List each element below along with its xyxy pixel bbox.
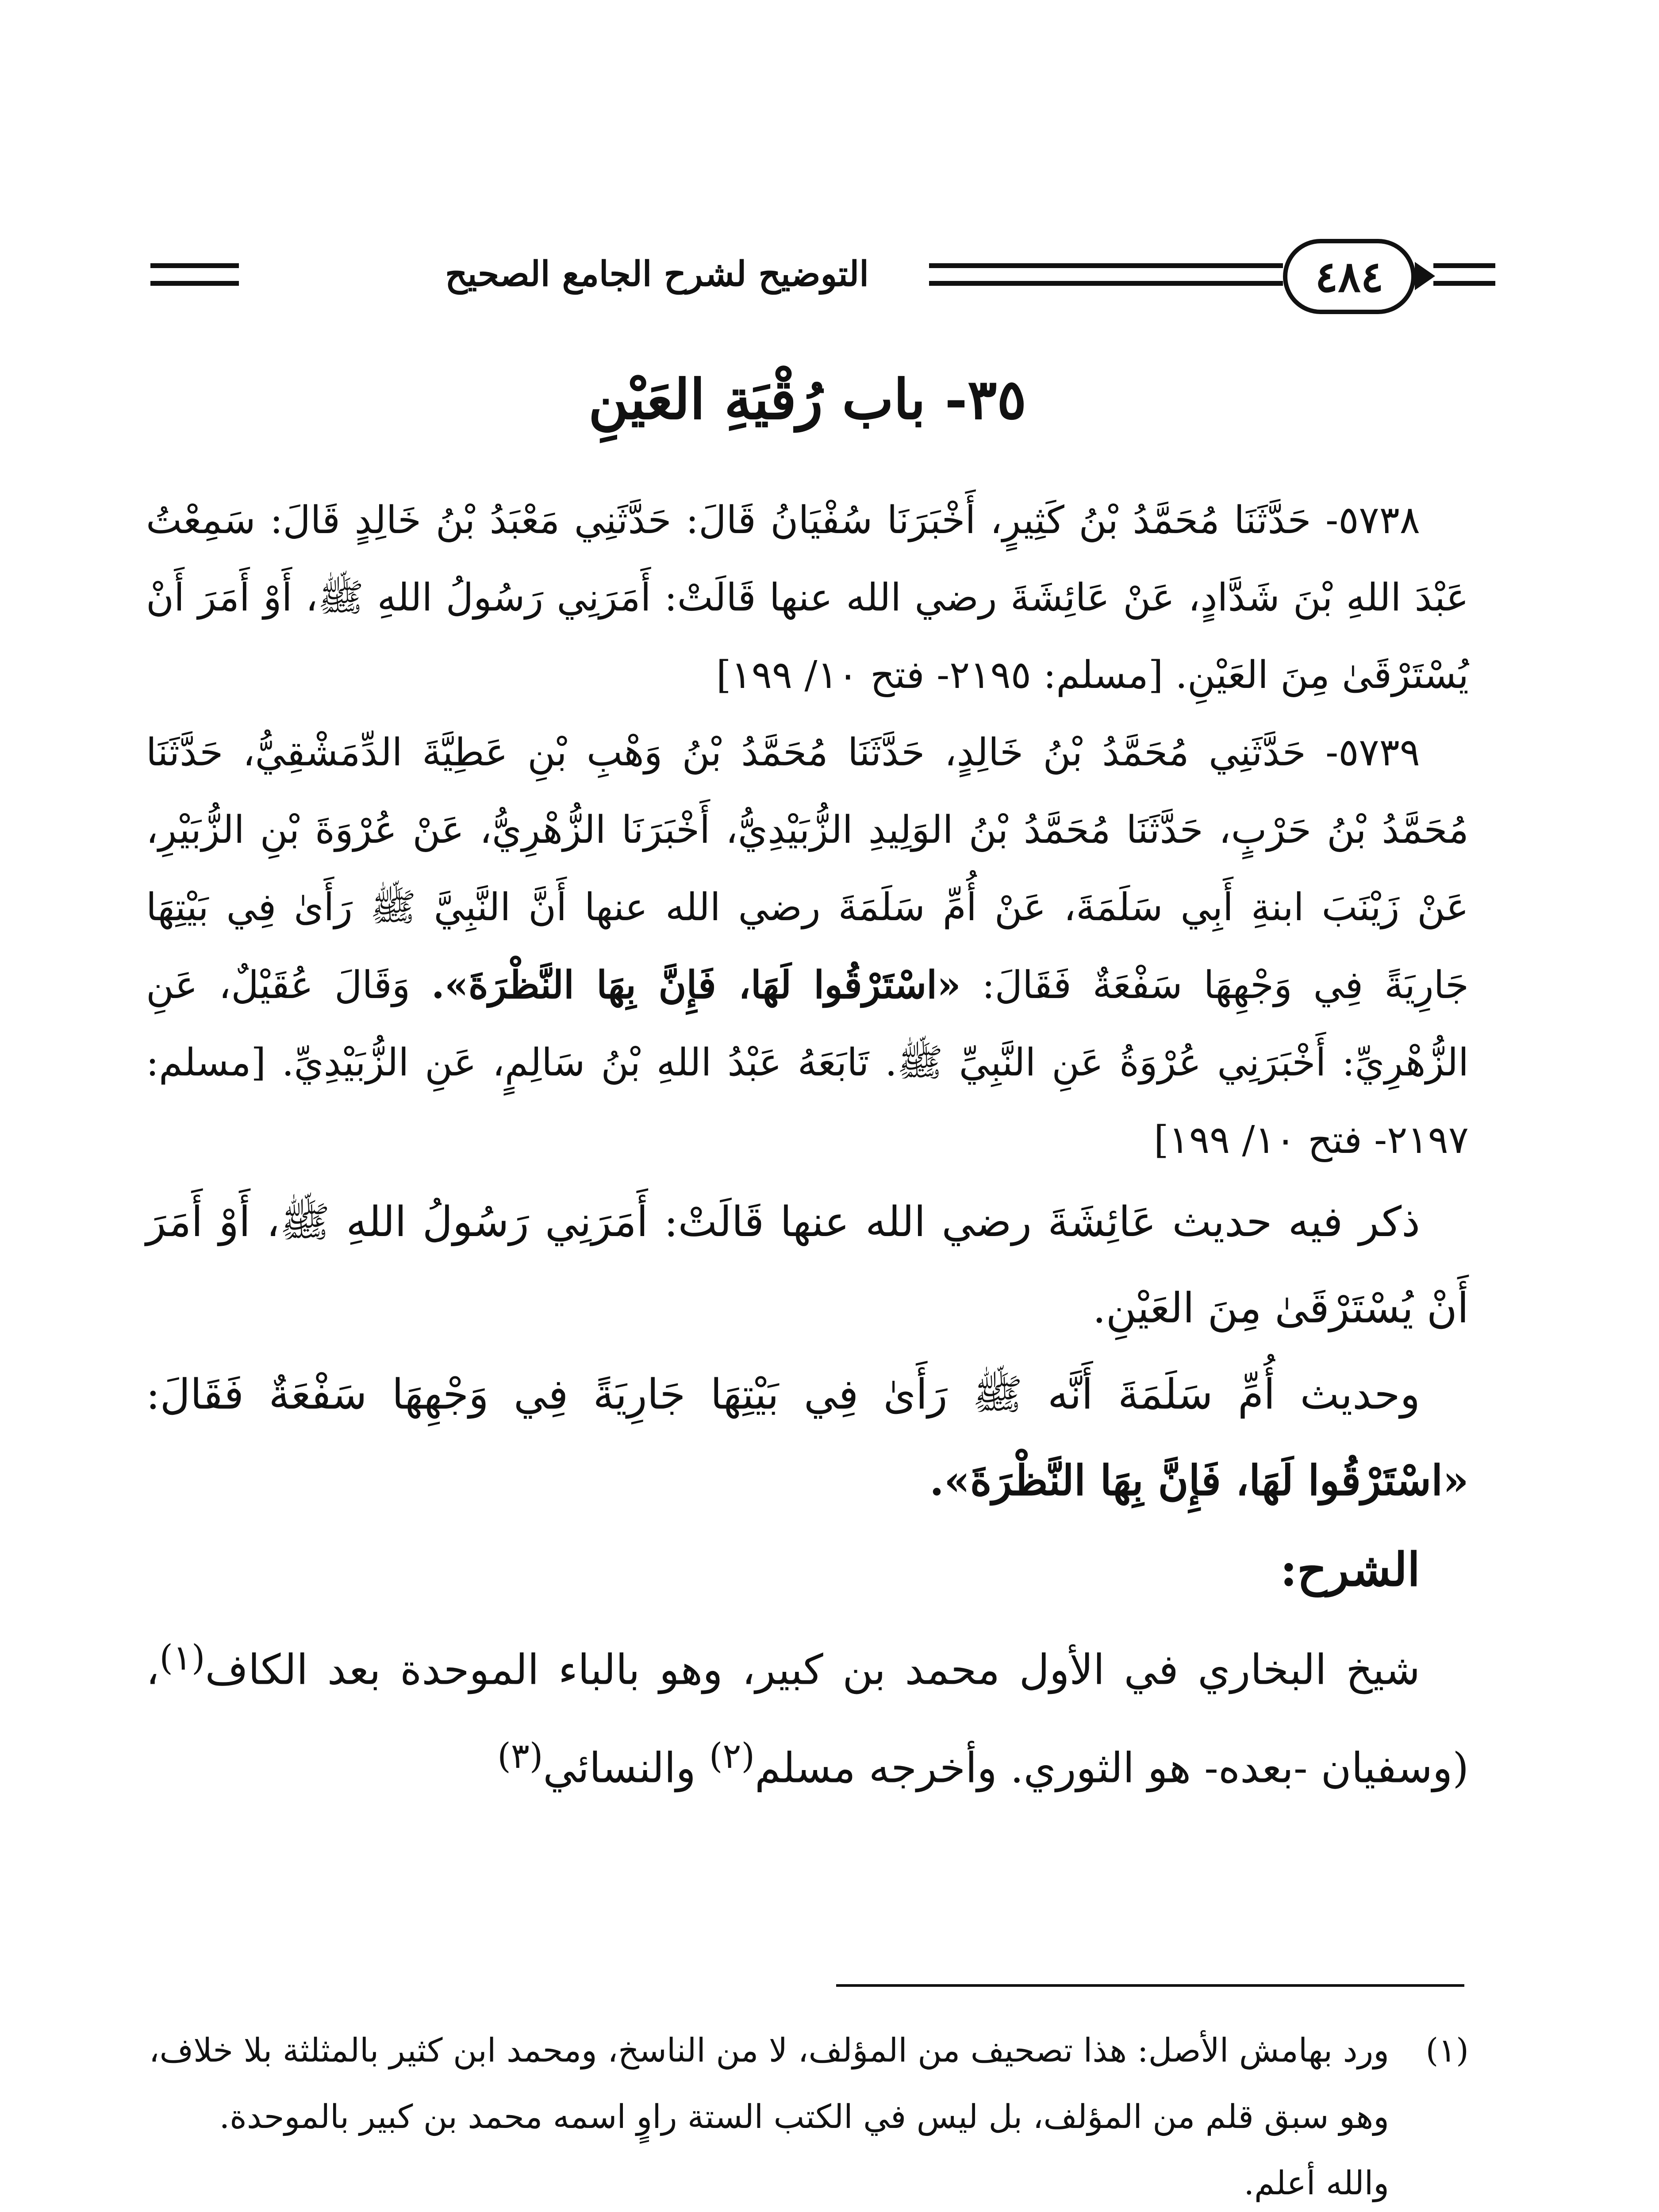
header-rule-right <box>1433 281 1495 286</box>
commentary-text: وحديث أُمِّ سَلَمَةَ أَنَّه ﷺ رَأَىٰ فِي بَيْتِهَا جَارِيَةً فِي وَجْهِهَا سَفْعَةٌ فَقَالَ: <box>146 1370 1420 1419</box>
hadith-5739-quote: «اسْتَرْقُوا لَهَا، فَإِنَّ بِهَا النَّظْرَةَ». <box>431 962 961 1007</box>
badge-arrow-icon <box>1415 262 1435 290</box>
footnote-ref-1[interactable]: (١) <box>159 1637 205 1678</box>
hadith-5739 <box>146 714 1469 1179</box>
commentary-text: شيخ البخاري في الأول محمد بن كبير، وهو بالباء الموحدة بعد الكاف <box>205 1646 1420 1694</box>
commentary-paragraph-3 <box>146 1615 1469 1812</box>
footnote-text: ورد بهامش الأصل: هذا تصحيف من المؤلف، لا من الناسخ، ومحمد ابن كثير بالمثلثة بلا خلاف، وهو سبق قلم من المؤلف، بل ليس في الكتب الستة راوٍ اسمه محمد بن كبير بالموحدة. والله أعلم. <box>149 2032 1389 2202</box>
header-rule-middle <box>929 263 1283 268</box>
chapter-title: ٣٥- باب رُقْيَةِ العَيْنِ <box>588 368 1027 432</box>
commentary-paragraph-1 <box>146 1179 1469 1352</box>
hadith-5738-text: ٥٧٣٨- حَدَّثَنَا مُحَمَّدُ بْنُ كَثِيرٍ، أَخْبَرَنَا سُفْيَانُ قَالَ: حَدَّثَنِي مَعْبَدُ بْنُ خَالِدٍ قَالَ: سَمِعْتُ عَبْدَ اللهِ بْنَ شَدَّادٍ، عَنْ عَائِشَةَ رضي الله عنها قَالَتْ: أَمَرَنِي رَسُولُ اللهِ ﷺ، أَوْ أَمَرَ أَنْ يُسْتَرْقَىٰ مِنَ العَيْنِ. [مسلم: ٢١٩٥- فتح ١٠/ ١٩٩] <box>146 498 1469 697</box>
running-header <box>150 239 1495 319</box>
commentary-paragraph-2 <box>146 1352 1469 1524</box>
main-text <box>146 367 1469 1811</box>
hadith-5739-text-after: وَقَالَ عُقَيْلٌ، عَنِ الزُّهْرِيِّ: أَخْبَرَنِي عُرْوَةُ عَنِ النَّبِيِّ ﷺ. تَابَعَهُ عَبْدُ اللهِ بْنُ سَالِمٍ، عَنِ الزُّبَيْدِيِّ. [مسلم: ٢١٩٧- فتح ١٠/ ١٩٩] <box>146 963 1469 1162</box>
footnote-ref-3[interactable]: (٣) <box>497 1736 543 1777</box>
footnotes <box>146 2017 1469 2212</box>
footnote-separator <box>836 1984 1464 1987</box>
header-rule-middle <box>929 281 1283 286</box>
hadith-5738 <box>146 482 1469 714</box>
page-number-badge <box>1283 239 1416 314</box>
footnote-ref-2[interactable]: (٢) <box>709 1736 755 1777</box>
commentary-text: ، (وسفيان -بعده- هو الثوري. وأخرجه مسلم <box>146 1646 1469 1793</box>
commentary-quote: «اسْتَرْقُوا لَهَا، فَإِنَّ بِهَا النَّظْرَةَ». <box>929 1456 1469 1505</box>
header-rule-left <box>150 281 239 286</box>
hadith-5739-text: ٥٧٣٩- حَدَّثَنِي مُحَمَّدُ بْنُ خَالِدٍ، حَدَّثَنَا مُحَمَّدُ بْنُ وَهْبِ بْنِ عَطِيَّةَ الدِّمَشْقِيُّ، حَدَّثَنَا مُحَمَّدُ بْنُ حَرْبٍ، حَدَّثَنَا مُحَمَّدُ بْنُ الوَلِيدِ الزُّبَيْدِيُّ، أَخْبَرَنَا الزُّهْرِيُّ، عَنْ عُرْوَةَ بْنِ الزُّبَيْرِ، عَنْ زَيْنَبَ ابنةِ أَبِي سَلَمَةَ، عَنْ أُمِّ سَلَمَةَ رضي الله عنها أَنَّ النَّبِيَّ ﷺ رَأَىٰ فِي بَيْتِهَا جَارِيَةً فِي وَجْهِهَا سَفْعَةٌ فَقَالَ: <box>146 730 1469 1007</box>
commentary-text: والنسائي <box>543 1744 709 1793</box>
footnote-1 <box>146 2017 1469 2212</box>
commentary-text: ذكر فيه حديث عَائِشَةَ رضي الله عنها قَالَتْ: أَمَرَنِي رَسُولُ اللهِ ﷺ، أَوْ أَمَرَ أَنْ يُسْتَرْقَىٰ مِنَ العَيْنِ. <box>146 1198 1469 1333</box>
section-heading-sharh: الشرح: <box>1280 1542 1420 1597</box>
page-number: ٤٨٤ <box>1315 251 1384 302</box>
footnote-number: (١) <box>1425 2032 1469 2070</box>
header-rule-left <box>150 263 239 268</box>
header-rule-right <box>1433 263 1495 268</box>
running-title: التوضيح لشرح الجامع الصحيح <box>445 254 869 294</box>
